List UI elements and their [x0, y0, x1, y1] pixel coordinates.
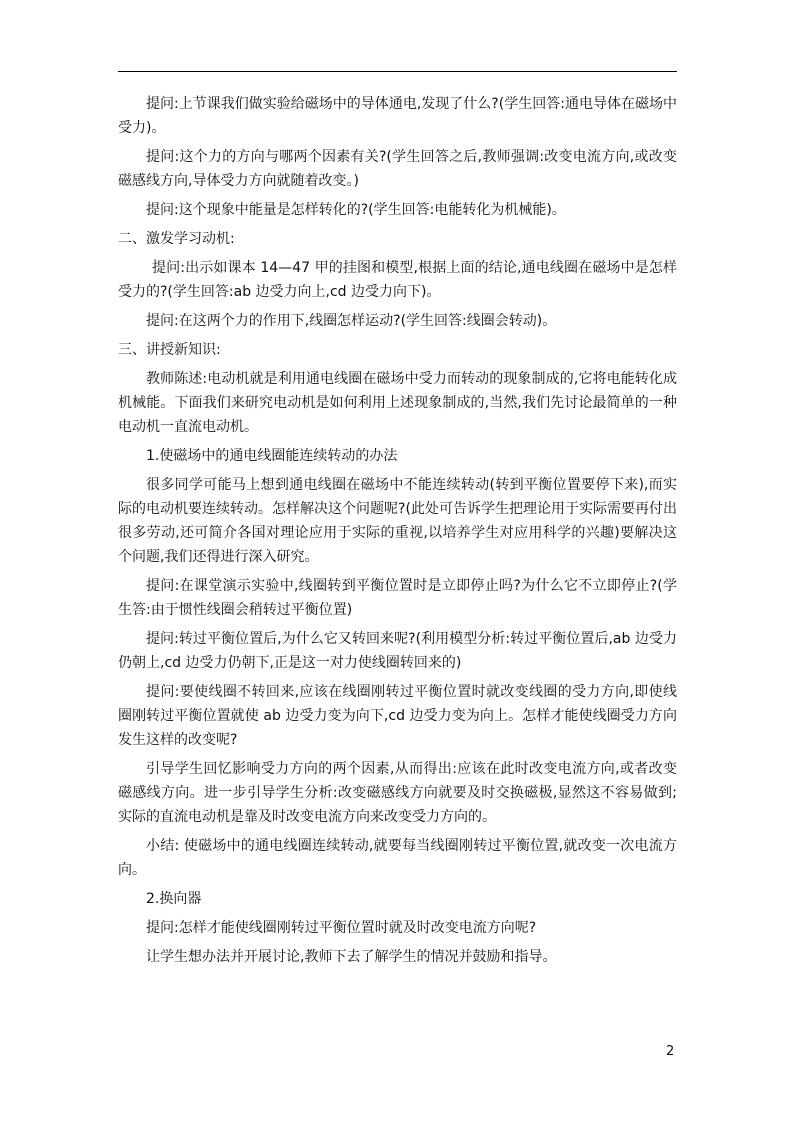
paragraph-2: 提问:这个力的方向与哪两个因素有关?(学生回答之后,教师强调:改变电流方向,或改变磁感线方向,导体受力方向就随着改变。)	[118, 149, 677, 189]
paragraph-7: 很多同学可能马上想到通电线圈在磁场中不能连续转动(转到平衡位置要停下来),而实际的电动机要连续转动。怎样解决这个问题呢?(此处可告诉学生把理论用于实际需要再付出很多劳动,还可简介各国对理论应用于实际的重视,以培养学生对应用科学的兴趣)要解决这个问题,我们还得进行深入研究。	[118, 477, 677, 565]
paragraph-10: 提问:要使线圈不转回来,应该在线圈刚转过平衡位置时就改变线圈的受力方向,即使线圈刚转过平衡位置就使 ab 边受力变为向下,cd 边受力变为向上。怎样才能使线圈受力方向发生这样的改变呢?	[118, 684, 677, 748]
paragraph-9: 提问:转过平衡位置后,为什么它又转回来呢?(利用模型分析:转过平衡位置后,ab 边受力仍朝上,cd 边受力仍朝下,正是这一对力使线圈转回来的)	[118, 631, 677, 671]
paragraph-3: 提问:这个现象中能量是怎样转化的?(学生回答:电能转化为机械能)。	[146, 202, 566, 218]
document-body	[118, 92, 677, 969]
paragraph-5: 提问:在这两个力的作用下,线圈怎样运动?(学生回答:线圈会转动)。	[146, 313, 557, 329]
summary-paragraph: 小结: 使磁场中的通电线圈连续转动,就要每当线圈刚转过平衡位置,就改变一次电流方向。	[118, 838, 677, 878]
paragraph-11: 引导学生回忆影响受力方向的两个因素,从而得出:应该在此时改变电流方向,或者改变磁感线方向。进一步引导学生分析:改变磁感线方向就要及时交换磁极,显然这不容易做到;实际的直流电动机是靠及时改变电流方向来改变受力方向的。	[118, 761, 677, 825]
section-heading-3: 三、讲授新知识:	[118, 342, 221, 358]
subsection-heading-2: 2.换向器	[146, 891, 202, 907]
page-number: 2	[666, 1044, 675, 1059]
paragraph-12: 提问:怎样才能使线圈刚转过平衡位置时就及时改变电流方向呢?	[146, 920, 537, 936]
section-heading-2: 二、激发学习动机:	[118, 231, 235, 247]
header-rule	[118, 71, 677, 72]
paragraph-6: 教师陈述:电动机就是利用通电线圈在磁场中受力而转动的现象制成的,它将电能转化成机械能。下面我们来研究电动机是如何利用上述现象制成的,当然,我们先讨论最简单的一种电动机一直流电动机。	[118, 371, 677, 435]
paragraph-4: 提问:出示如课本 14—47 甲的挂图和模型,根据上面的结论,通电线圈在磁场中是怎样受力的?(学生回答:ab 边受力向上,cd 边受力向下)。	[118, 260, 677, 300]
subsection-heading-1: 1.使磁场中的通电线圈能连续转动的办法	[146, 448, 398, 464]
paragraph-1: 提问:上节课我们做实验给磁场中的导体通电,发现了什么?(学生回答:通电导体在磁场中受力)。	[118, 96, 677, 136]
paragraph-13: 让学生想办法并开展讨论,教师下去了解学生的情况并鼓励和指导。	[146, 949, 557, 965]
paragraph-8: 提问:在课堂演示实验中,线圈转到平衡位置时是立即停止吗?为什么它不立即停止?(学生答:由于惯性线圈会稍转过平衡位置)	[118, 578, 677, 618]
